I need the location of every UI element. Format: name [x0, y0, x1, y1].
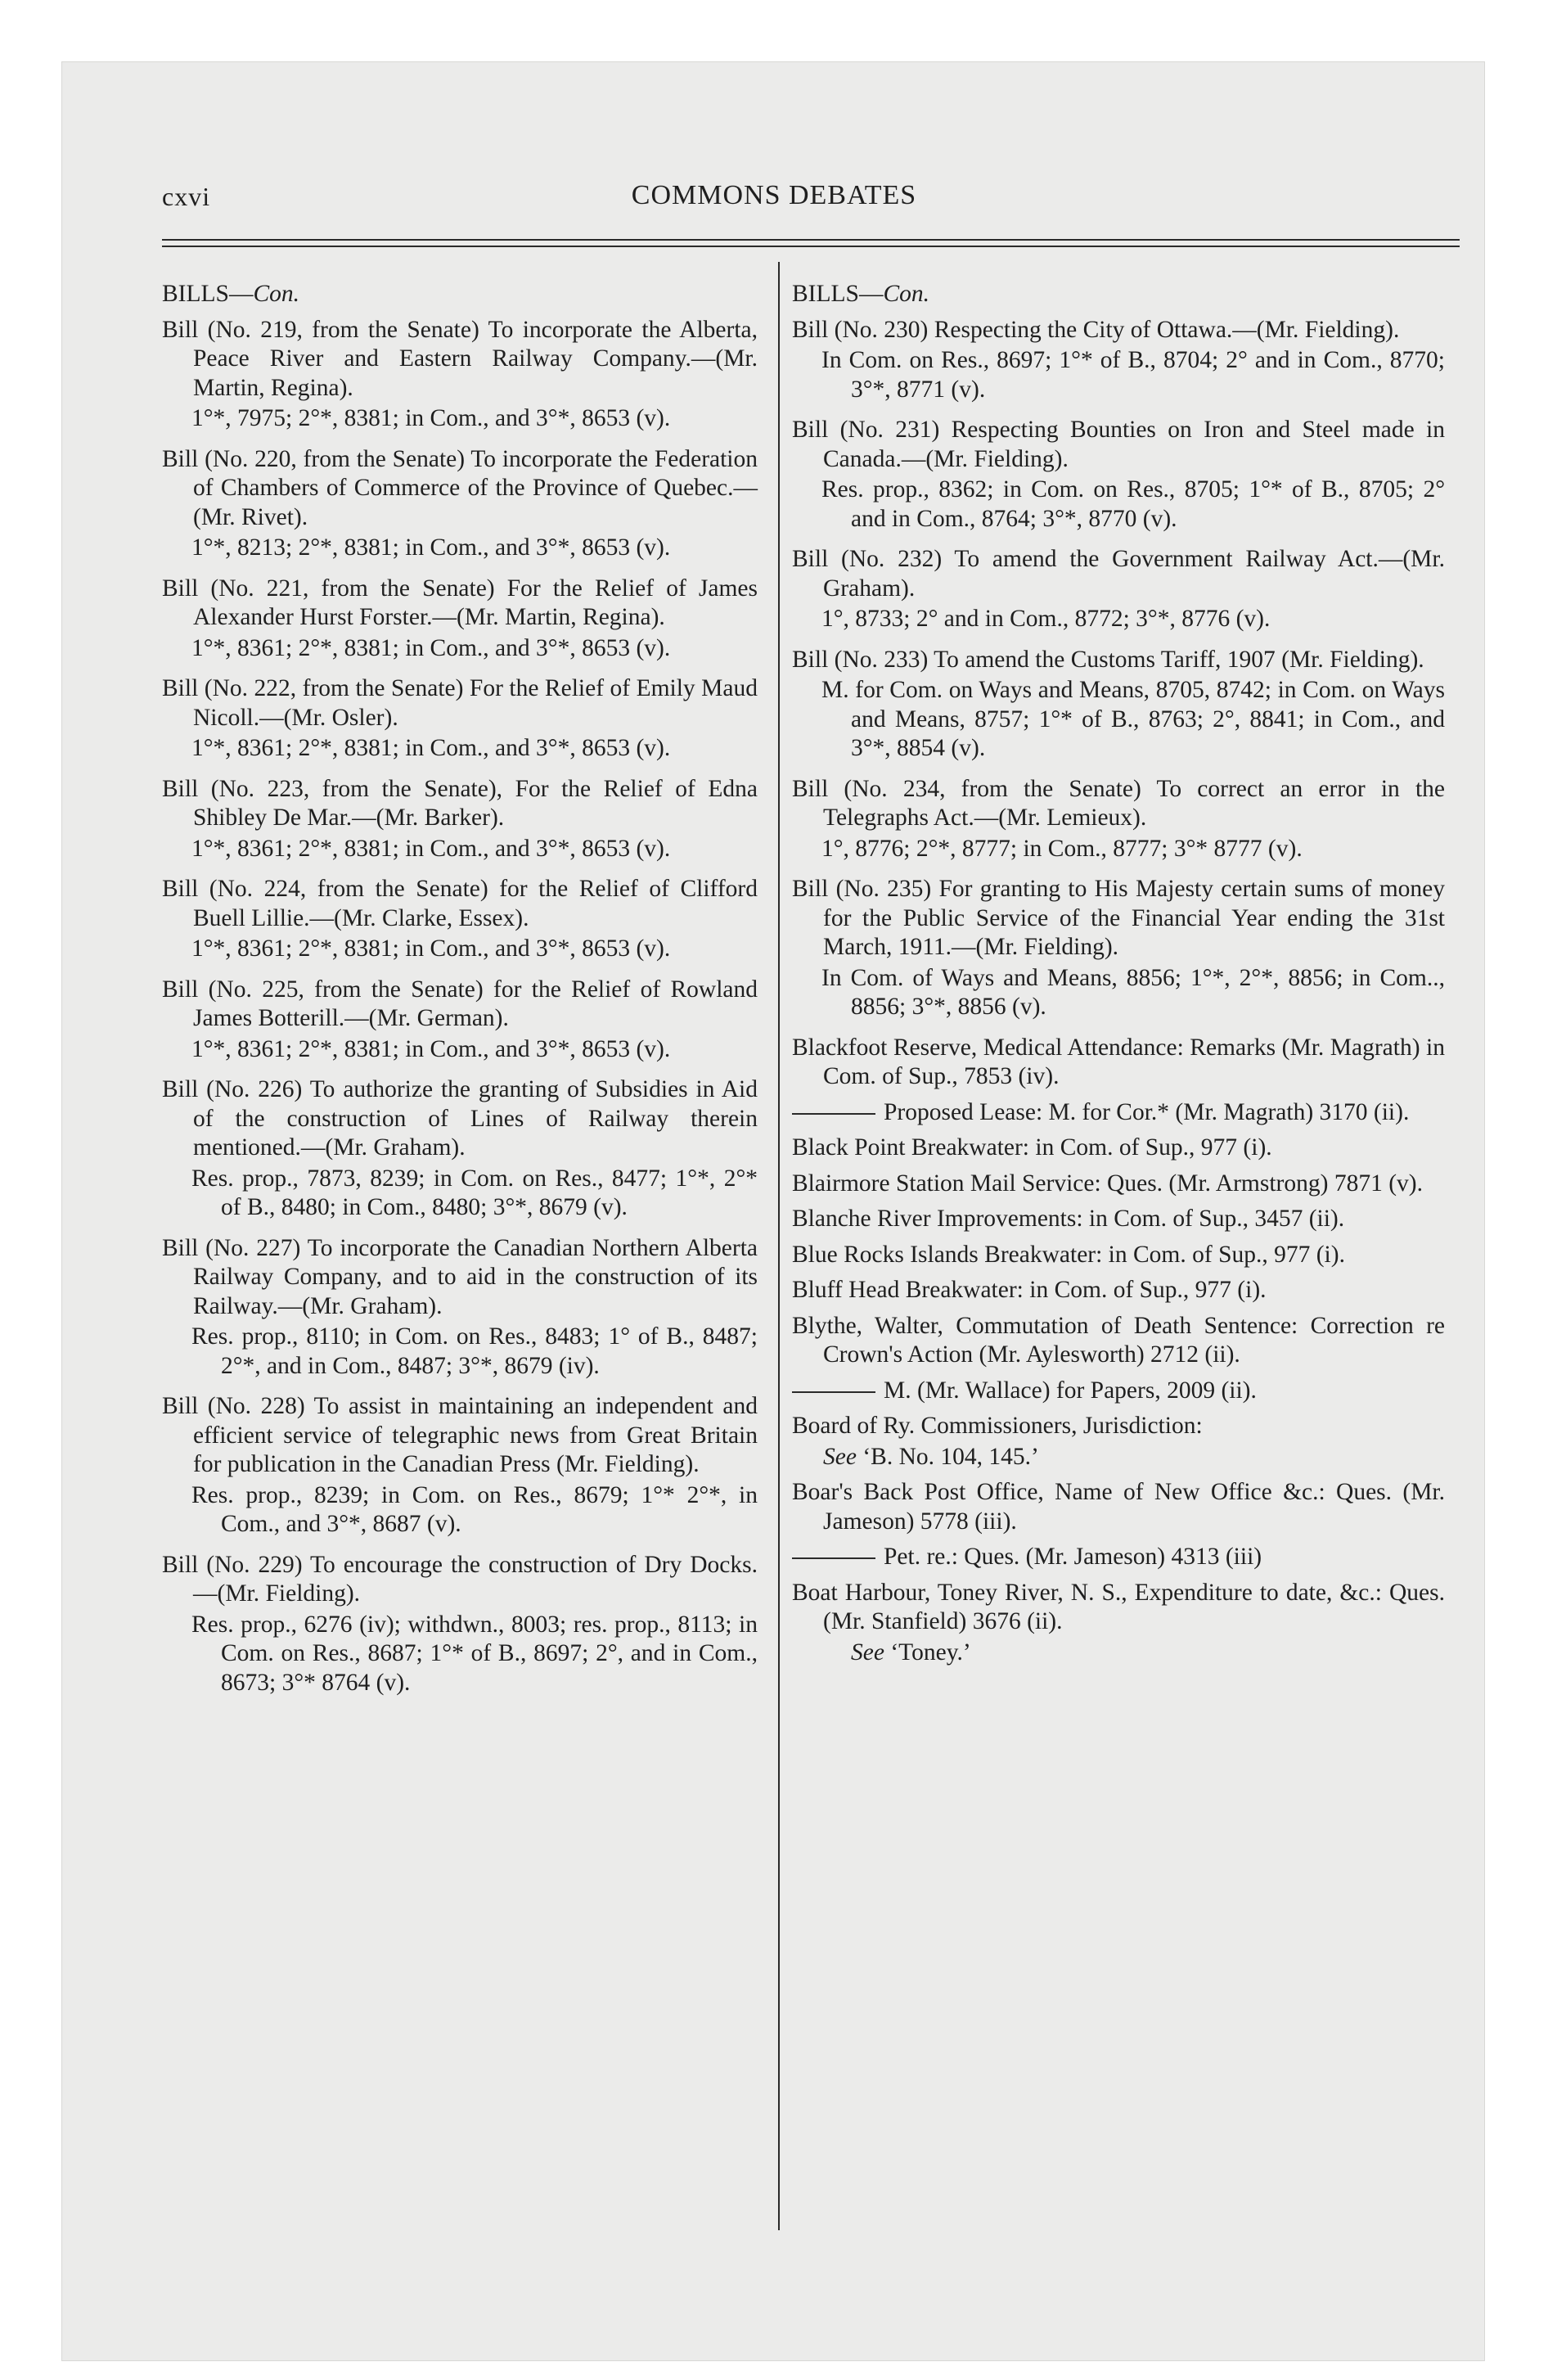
bill-references: 1°*, 8361; 2°*, 8381; in Com., and 3°*, 8653 (v). — [191, 835, 671, 862]
index-entry — [792, 1276, 1445, 1305]
bill-entry — [162, 1075, 758, 1223]
header-rule-bottom — [162, 246, 1460, 247]
heading-text: BILLS— — [792, 281, 884, 307]
index-entry — [792, 1312, 1445, 1370]
index-entry-text: Board of Ry. Commissioners, Jurisdiction: — [792, 1413, 1203, 1439]
bill-references: 1°*, 8361; 2°*, 8381; in Com., and 3°*, 8653 (v). — [191, 735, 671, 761]
bill-references: Res. prop., 8362; in Com. on Res., 8705; 1°* of B., 8705; 2° and in Com., 8764; 3°*, 8770 (v). — [821, 476, 1445, 532]
index-entry-text: Blairmore Station Mail Service: Ques. (Mr. Armstrong) 7871 (v). — [792, 1170, 1423, 1197]
bill-entry — [162, 1551, 758, 1698]
index-entries — [792, 1034, 1445, 1668]
index-entry-text: Blue Rocks Islands Breakwater: in Com. of Sup., 977 (i). — [792, 1241, 1345, 1268]
bill-references: Res. prop., 6276 (iv); withdwn., 8003; res. prop., 8113; in Com. on Res., 8687; 1°* of B., 8697; 2°, and in Com., 8673; 3°* 8764 (v). — [191, 1611, 758, 1696]
bill-entry — [792, 316, 1445, 405]
page-number: cxvi — [162, 182, 211, 211]
ditto-dash — [792, 1113, 875, 1115]
index-entry — [792, 1478, 1445, 1536]
bill-references: M. for Com. on Ways and Means, 8705, 8742; in Com. on Ways and Means, 8757; 1°* of B., 8763; 2°, 8841; in Com., and 3°*, 8854 (v). — [821, 677, 1445, 761]
bill-title: Bill (No. 221, from the Senate) For the Relief of James Alexander Hurst Forster.—(Mr. Martin, Regina). — [162, 575, 758, 630]
see-label: See — [851, 1639, 884, 1666]
column-divider — [778, 262, 780, 2230]
see-target: ‘B. No. 104, 145.’ — [862, 1443, 1039, 1470]
bill-references: 1°*, 7975; 2°*, 8381; in Com., and 3°*, 8653 (v). — [191, 405, 671, 431]
bill-entry — [792, 646, 1445, 764]
bill-entry — [162, 976, 758, 1065]
bill-references: Res. prop., 7873, 8239; in Com. on Res., 8477; 1°*, 2°* of B., 8480; in Com., 8480; 3°*, 8679 (v). — [191, 1165, 758, 1220]
bill-title: Bill (No. 220, from the Senate) To incorporate the Federation of Chambers of Commerce of the Province of Quebec.—(Mr. Rivet). — [162, 445, 758, 530]
index-subentry — [792, 1098, 1445, 1128]
bill-references: 1°, 8733; 2° and in Com., 8772; 3°*, 8776 (v). — [821, 606, 1271, 632]
index-subentry — [792, 1377, 1445, 1406]
index-entry-text: Proposed Lease: M. for Cor.* (Mr. Magrath) 3170 (ii). — [884, 1098, 1410, 1125]
heading-suffix: Con. — [253, 281, 300, 307]
bill-entry — [792, 545, 1445, 634]
index-entry-text: Blanche River Improvements: in Com. of Sup., 3457 (ii). — [792, 1206, 1345, 1232]
header-rule-top — [162, 239, 1460, 241]
bill-references: 1°*, 8361; 2°*, 8381; in Com., and 3°*, 8653 (v). — [191, 935, 671, 962]
bill-entry — [792, 775, 1445, 864]
bill-title: Bill (No. 228) To assist in maintaining an independent and efficient service of telegraphic news from Great Britain for publication in the Canadian Press (Mr. Fielding). — [162, 1393, 758, 1477]
bill-entry — [162, 1234, 758, 1382]
bill-references: 1°*, 8213; 2°*, 8381; in Com., and 3°*, 8653 (v). — [191, 534, 671, 561]
index-entry-text: Boat Harbour, Toney River, N. S., Expenditure to date, &c.: Ques. (Mr. Stanfield) 3676 (ii). — [792, 1579, 1445, 1634]
bill-entry — [792, 416, 1445, 534]
bill-references: 1°, 8776; 2°*, 8777; in Com., 8777; 3°* 8777 (v). — [821, 835, 1303, 862]
bill-entry — [162, 316, 758, 434]
index-entry-text: Boar's Back Post Office, Name of New Office &c.: Ques. (Mr. Jameson) 5778 (iii). — [792, 1479, 1445, 1535]
index-entry-text: Blythe, Walter, Commutation of Death Sentence: Correction re Crown's Action (Mr. Aylesworth) 2712 (ii). — [792, 1312, 1445, 1368]
left-column — [162, 280, 758, 1697]
bill-references: 1°*, 8361; 2°*, 8381; in Com., and 3°*, 8653 (v). — [191, 1035, 671, 1062]
running-title: COMMONS DEBATES — [631, 180, 917, 210]
bill-title: Bill (No. 235) For granting to His Majesty certain sums of money for the Public Service of the Financial Year ending the 31st March, 1911.—(Mr. Fielding). — [792, 876, 1445, 960]
see-target: ‘Toney.’ — [890, 1639, 971, 1666]
index-entry-text: Black Point Breakwater: in Com. of Sup., 977 (i). — [792, 1134, 1272, 1161]
index-entry — [792, 1170, 1445, 1199]
bill-references: Res. prop., 8239; in Com. on Res., 8679; 1°* 2°*, in Com., and 3°*, 8687 (v). — [191, 1481, 758, 1537]
bill-title: Bill (No. 229) To encourage the construction of Dry Docks.—(Mr. Fielding). — [162, 1551, 758, 1607]
ditto-dash — [792, 1391, 875, 1393]
bill-title: Bill (No. 222, from the Senate) For the Relief of Emily Maud Nicoll.—(Mr. Osler). — [162, 675, 758, 731]
left-column-heading — [162, 280, 758, 309]
right-column-heading — [792, 280, 1445, 309]
see-label: See — [823, 1443, 857, 1470]
index-entry-text: Bluff Head Breakwater: in Com. of Sup., 977 (i). — [792, 1277, 1267, 1303]
bill-entry — [162, 575, 758, 664]
bill-references: Res. prop., 8110; in Com. on Res., 8483; 1° of B., 8487; 2°*, and in Com., 8487; 3°*, 8679 (iv). — [191, 1323, 758, 1379]
bill-entry — [162, 674, 758, 764]
index-entry — [792, 1205, 1445, 1234]
see-reference — [792, 1639, 1445, 1668]
bill-title: Bill (No. 234, from the Senate) To correct an error in the Telegraphs Act.—(Mr. Lemieux). — [792, 775, 1445, 831]
index-entry — [792, 1034, 1445, 1092]
bill-title: Bill (No. 219, from the Senate) To incorporate the Alberta, Peace River and Eastern Railway Company.—(Mr. Martin, Regina). — [162, 316, 758, 401]
bill-references: In Com. on Res., 8697; 1°* of B., 8704; 2° and in Com., 8770; 3°*, 8771 (v). — [821, 347, 1445, 403]
heading-suffix: Con. — [883, 281, 930, 307]
bill-title: Bill (No. 223, from the Senate), For the Relief of Edna Shibley De Mar.—(Mr. Barker). — [162, 775, 758, 831]
bill-title: Bill (No. 227) To incorporate the Canadian Northern Alberta Railway Company, and to aid in the construction of its Railway.—(Mr. Graham). — [162, 1234, 758, 1319]
bill-entry — [162, 775, 758, 864]
bill-references: 1°*, 8361; 2°*, 8381; in Com., and 3°*, 8653 (v). — [191, 634, 671, 661]
index-entry-text: Pet. re.: Ques. (Mr. Jameson) 4313 (iii) — [884, 1544, 1262, 1570]
see-reference — [792, 1443, 1445, 1472]
index-entry — [792, 1579, 1445, 1637]
index-entry — [792, 1241, 1445, 1270]
bill-title: Bill (No. 224, from the Senate) for the Relief of Clifford Buell Lillie.—(Mr. Clarke, Essex). — [162, 876, 758, 931]
right-bill-list — [792, 316, 1445, 1022]
left-bill-list — [162, 316, 758, 1698]
bill-entry — [162, 1392, 758, 1539]
heading-text: BILLS— — [162, 281, 254, 307]
index-entry-text: Blackfoot Reserve, Medical Attendance: Remarks (Mr. Magrath) in Com. of Sup., 7853 (iv). — [792, 1034, 1445, 1089]
right-column — [792, 280, 1445, 1667]
bill-title: Bill (No. 233) To amend the Customs Tariff, 1907 (Mr. Fielding). — [792, 646, 1424, 673]
index-entry — [792, 1134, 1445, 1163]
index-entry — [792, 1412, 1445, 1441]
bill-title: Bill (No. 225, from the Senate) for the Relief of Rowland James Botterill.—(Mr. German). — [162, 976, 758, 1031]
bill-title: Bill (No. 230) Respecting the City of Ottawa.—(Mr. Fielding). — [792, 316, 1400, 343]
bill-entry — [162, 445, 758, 563]
bill-entry — [162, 875, 758, 964]
index-entry-text: M. (Mr. Wallace) for Papers, 2009 (ii). — [884, 1377, 1257, 1404]
bill-entry — [792, 875, 1445, 1022]
bill-references: In Com. of Ways and Means, 8856; 1°*, 2°*, 8856; in Com.., 8856; 3°*, 8856 (v). — [821, 964, 1445, 1020]
index-subentry — [792, 1543, 1445, 1572]
ditto-dash — [792, 1557, 875, 1559]
bill-title: Bill (No. 226) To authorize the granting of Subsidies in Aid of the construction of Lines of Railway therein mentioned.—(Mr. Graham). — [162, 1076, 758, 1161]
bill-title: Bill (No. 231) Respecting Bounties on Iron and Steel made in Canada.—(Mr. Fielding). — [792, 417, 1445, 472]
bill-title: Bill (No. 232) To amend the Government Railway Act.—(Mr. Graham). — [792, 546, 1445, 602]
